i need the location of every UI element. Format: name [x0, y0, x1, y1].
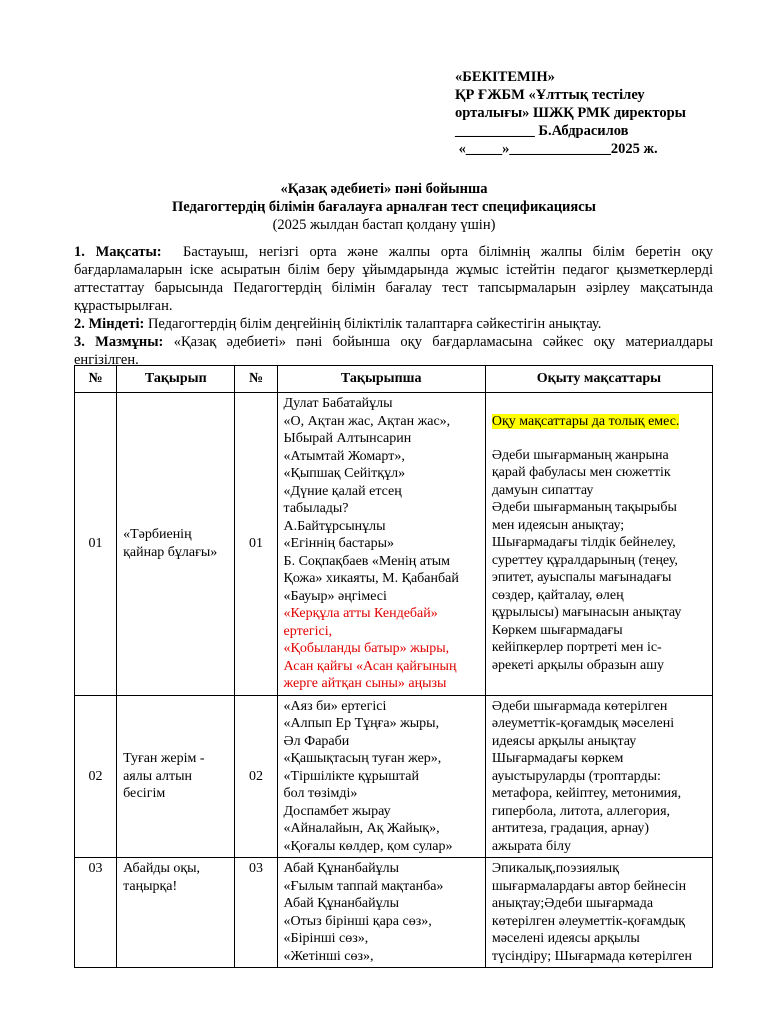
content-text: «Қазақ әдебиеті» пәні бойынша оқу бағдарламасына сәйкес оқу материалдары енгізілген.	[74, 334, 713, 368]
goal-line: әлеуметтік-қоғамдық мәселені	[491, 716, 675, 731]
subtopic-red-line: Асан қайғы «Асан қайғының	[283, 658, 457, 674]
subtopic-line: А.Байтұрсынұлы	[283, 518, 386, 534]
subtopic-line: «О, Ақтан жас, Ақтан жас»,	[283, 413, 451, 429]
goal-line: Әдеби шығарманың тақырыбы	[491, 500, 677, 516]
content-paragraph	[74, 333, 713, 369]
row-subtopic	[277, 393, 485, 696]
goal-line: Шығармадағы көркем	[491, 751, 624, 766]
subtopic-line: «Қашықтасың туған жер»,	[283, 751, 442, 766]
subtopic-line: Ыбырай Алтынсарин	[283, 431, 412, 446]
goal-line: дамуын сипаттау	[491, 482, 594, 498]
goal-line: идеясы арқылы анықтау	[491, 733, 637, 749]
row-topic: «Тәрбиенің қайнар бұлағы»	[117, 393, 235, 696]
goal-line: шығармалардағы автор бейнесін	[491, 878, 687, 894]
goal-line: ауыстыруларды (троптарды:	[491, 768, 661, 784]
subtopic-line: «Дүние қалай етсең	[283, 483, 402, 499]
approval-line: ҚР ҒЖБМ «Ұлттық тестілеу	[455, 87, 645, 103]
approval-line: ___________ Б.Абдрасилов	[455, 123, 629, 139]
subtopic-line: бол төзімді»	[283, 786, 358, 801]
purpose-label: 1. Мақсаты:	[74, 244, 162, 260]
row-no2: 01	[235, 393, 277, 696]
row-goals	[485, 695, 712, 858]
header-goals: Оқыту мақсаттары	[485, 366, 712, 393]
subtopic-line: «Алпып Ер Тұңға» жыры,	[283, 716, 440, 731]
row-topic: Туған жерім - аялы алтын бесігім	[117, 695, 235, 858]
goal-line: көтерілген әлеуметтік-қоғамдық	[491, 913, 686, 929]
row-no: 01	[75, 393, 117, 696]
approval-block	[455, 68, 745, 158]
subtopic-line: «Қыпшақ Сейітқұл»	[283, 466, 406, 481]
subtopic-line: «Ғылым таппай мақтанба»	[283, 878, 444, 894]
header-topic: Тақырып	[117, 366, 235, 393]
goal-line: эпитет, ауыспалы мағынадағы	[491, 570, 672, 586]
approval-line: «БЕКІТЕМІН»	[455, 69, 555, 85]
table-row	[75, 695, 713, 858]
task-text: Педагогтердің білім деңгейінің біліктілік талаптарға сәйкестігін анықтау.	[147, 316, 602, 332]
title-line-2: Педагогтердің білімін бағалауға арналған тест спецификациясы	[171, 199, 597, 215]
row-no2: 03	[235, 858, 277, 968]
subtopic-line: Қожа» хикаяты, М. Қабанбай	[283, 571, 459, 586]
goal-line: Көркем шығармадағы	[491, 622, 623, 638]
subtopic-line: «Бірінші сөз»,	[283, 931, 369, 946]
subtopic-line: «Жетінші сөз»,	[283, 948, 374, 964]
subtopic-line: «Атымтай Жомарт»,	[283, 448, 405, 464]
content-label: 3. Мазмұны:	[74, 334, 164, 350]
goal-highlight-note: Оқу мақсаттары да толық емес.	[491, 414, 680, 430]
table-row	[75, 393, 713, 696]
goal-line: гипербола, литота, аллегория,	[491, 803, 671, 819]
goal-line: сөздер, қайталау, өлең	[491, 587, 624, 603]
subtopic-line: «Айналайын, Ақ Жайық»,	[283, 821, 440, 836]
row-goals	[485, 858, 712, 968]
purpose-paragraph	[74, 243, 713, 315]
goal-line: кейіпкерлер портреті мен іс-	[491, 640, 662, 656]
goal-line: Шығармадағы тілдік бейнелеу,	[491, 535, 676, 551]
subtopic-line: Б. Соқпақбаев «Менің атым	[283, 553, 450, 569]
row-no: 03	[75, 858, 117, 968]
table-row	[75, 858, 713, 968]
subtopic-red-line: «Қобыланды батыр» жыры,	[283, 641, 450, 656]
approval-line: орталығы» ШЖҚ РМК директоры	[455, 105, 686, 121]
goal-line: қарай фабуласы мен сюжеттік	[491, 465, 671, 481]
approval-line: «_____»______________2025 ж.	[455, 141, 658, 157]
subtopic-line: «Бауыр» әңгімесі	[283, 588, 387, 604]
subtopic-line: «Аяз би» ертегісі	[283, 698, 387, 714]
goal-line: мен идеясын анықтау;	[491, 517, 625, 533]
header-no2: №	[235, 366, 277, 393]
document-title	[0, 180, 768, 234]
subtopic-line: «Қоғалы көлдер, қом сулар»	[283, 838, 453, 854]
subtopic-line: Әл Фараби	[283, 733, 350, 749]
goal-line: Әдеби шығарманың жанрына	[491, 447, 669, 463]
goal-line: анықтау;Әдеби шығармада	[491, 896, 654, 911]
goal-line: метафора, кейіптеу, метонимия,	[491, 786, 682, 801]
subtopic-line: Дулат Бабатайұлы	[283, 396, 393, 411]
subtopic-line: Абай Құнанбайұлы	[283, 896, 400, 911]
subtopic-line: Доспамбет жырау	[283, 803, 391, 819]
row-topic: Абайды оқы, таңырқа!	[117, 858, 235, 968]
row-goals	[485, 393, 712, 696]
document-body	[74, 243, 713, 369]
goal-line: құрылысы) мағынасын анықтау	[491, 605, 682, 621]
header-subtopic: Тақырыпша	[277, 366, 485, 393]
goal-line: Әдеби шығармада көтерілген	[491, 698, 668, 714]
subtopic-line: «Тіршілікте құрыштай	[283, 768, 419, 784]
subtopic-red-line: ертегісі,	[283, 623, 333, 639]
row-no2: 02	[235, 695, 277, 858]
subtopic-line: табылады?	[283, 501, 349, 516]
row-subtopic	[277, 858, 485, 968]
row-subtopic	[277, 695, 485, 858]
goal-line: антитеза, градация, арнау)	[491, 821, 649, 836]
subtopic-line: «Егіннің бастары»	[283, 536, 395, 551]
header-no: №	[75, 366, 117, 393]
task-paragraph	[74, 315, 713, 333]
title-line-3: (2025 жылдан бастап қолдану үшін)	[272, 217, 496, 233]
subtopic-red-line: жерге айтқан сыны» аңызы	[283, 676, 447, 691]
goal-line: әрекеті арқылы образын ашу	[491, 657, 665, 673]
subtopic-line: Абай Құнанбайұлы	[283, 861, 400, 876]
title-line-1: «Қазақ әдебиеті» пәні бойынша	[280, 181, 488, 197]
goal-line: түсіндіру; Шығармада көтерілген	[491, 948, 692, 964]
subtopic-line: «Отыз бірінші қара сөз»,	[283, 913, 432, 929]
goal-line: ажырата білу	[491, 838, 571, 854]
row-no: 02	[75, 695, 117, 858]
table-header-row	[75, 366, 713, 393]
purpose-text: Бастауыш, негізгі орта және жалпы орта білімнің жалпы білім беретін оқу бағдарламаларын іске асыратын білім беру ұйымдарында жұмыс істейтін педагог қызметкерлерді аттестаттау барысында Педагогтердің білімін бағалау тест тапсырмаларын әзірлеу мақсатында құрастырылған.	[74, 244, 714, 314]
task-label: 2. Міндеті:	[74, 316, 145, 332]
subtopic-red-line: «Керқұла атты Кендебай»	[283, 606, 438, 621]
goal-line: суреттеу құралдарының (теңеу,	[491, 552, 678, 568]
goal-line: мәселені идеясы арқылы	[491, 931, 640, 946]
specification-table	[74, 365, 713, 968]
goal-line: Эпикалық,поэзиялық	[491, 861, 620, 876]
